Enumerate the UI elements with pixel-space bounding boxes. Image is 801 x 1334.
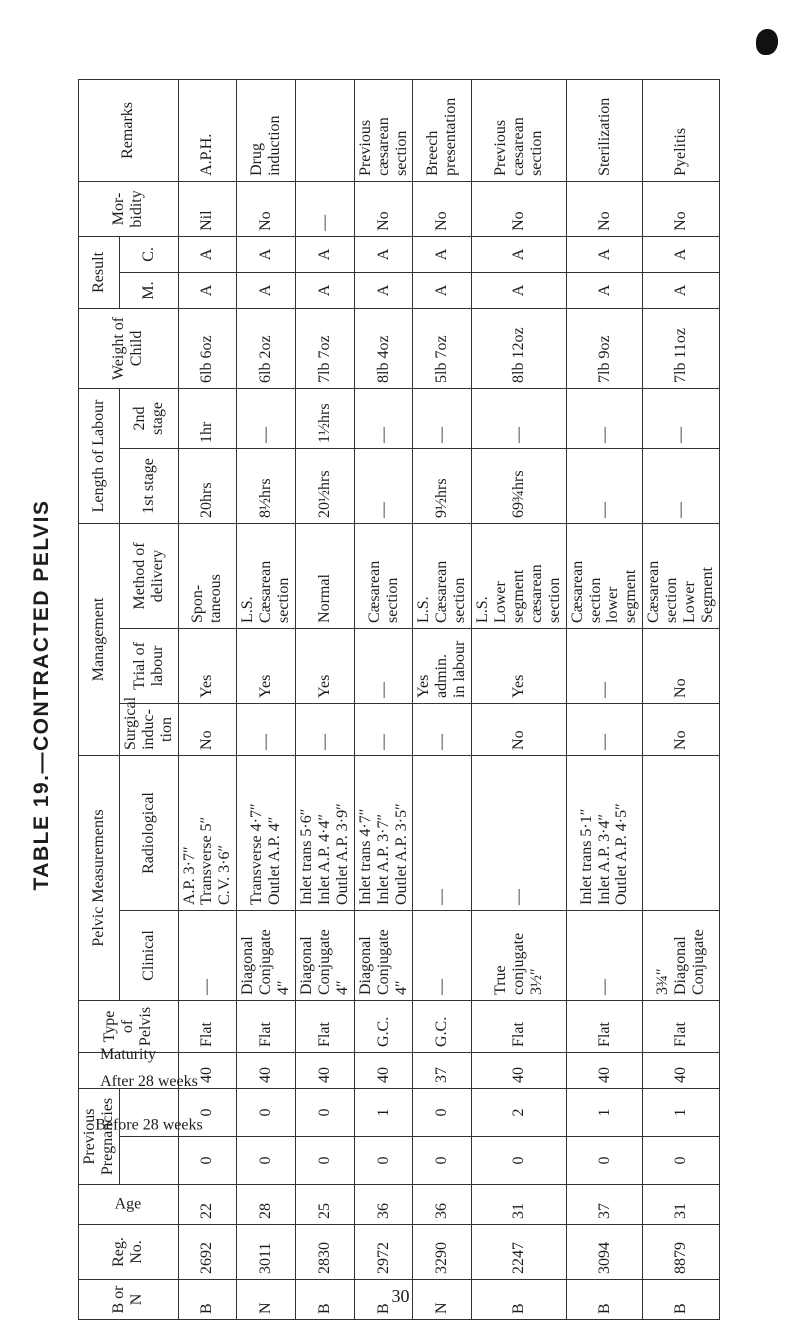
cell-maturity: 37 <box>413 1053 472 1089</box>
cell-after-28: 0 <box>295 1089 354 1137</box>
header-after-28-weeks: After 28 weeks <box>119 1089 178 1137</box>
header-surgical-induction: Surgical induc- tion <box>119 703 178 755</box>
table-header <box>79 79 203 1319</box>
cell-result-c: A <box>178 236 237 272</box>
cell-age: 31 <box>643 1185 720 1225</box>
cell-b-or-n: B <box>643 1280 720 1320</box>
cell-morbidity: No <box>413 181 472 236</box>
cell-second-stage: — <box>643 388 720 448</box>
cell-morbidity: No <box>472 181 567 236</box>
cell-result-c: A <box>472 236 567 272</box>
cell-b-or-n: N <box>237 1280 296 1320</box>
cell-first-stage: 8½hrs <box>237 448 296 523</box>
cell-method-of-delivery: Spon- taneous <box>178 523 237 628</box>
cell-surgical-induction: — <box>237 703 296 755</box>
cell-remarks: Breech presentation <box>413 79 472 181</box>
cell-maturity: 40 <box>566 1053 643 1089</box>
cell-morbidity: No <box>566 181 643 236</box>
cell-remarks: Sterilization <box>566 79 643 181</box>
header-pelvic-measurements: Pelvic Measurements <box>79 755 120 1000</box>
table-body <box>178 79 719 1319</box>
header-first-stage: 1st stage <box>119 448 178 523</box>
header-result-c: C. <box>119 236 178 272</box>
header-remarks: Remarks <box>79 79 179 181</box>
cell-maturity: 40 <box>178 1053 237 1089</box>
table-row <box>354 79 413 1319</box>
cell-second-stage: — <box>354 388 413 448</box>
cell-after-28: 1 <box>643 1089 720 1137</box>
cell-first-stage: 20½hrs <box>295 448 354 523</box>
cell-type: Flat <box>178 1001 237 1053</box>
cell-remarks: Previous cæsarean section <box>472 79 567 181</box>
header-trial-of-labour: Trial of labour <box>119 628 178 703</box>
cell-trial-of-labour: Yes <box>295 628 354 703</box>
cell-b-or-n: B <box>566 1280 643 1320</box>
cell-remarks <box>295 79 354 181</box>
cell-before-28: 0 <box>178 1137 237 1185</box>
header-morbidity: Mor- bidity <box>79 181 179 236</box>
header-management: Management <box>79 523 120 755</box>
cell-type: Flat <box>472 1001 567 1053</box>
cell-clinical: — <box>178 911 237 1001</box>
cell-reg-no: 3290 <box>413 1225 472 1280</box>
cell-weight: 7lb 11oz <box>643 308 720 388</box>
cell-surgical-induction: — <box>295 703 354 755</box>
ink-blot <box>756 29 778 55</box>
cell-radiological: — <box>413 755 472 910</box>
cell-maturity: 40 <box>295 1053 354 1089</box>
cell-after-28: 0 <box>237 1089 296 1137</box>
cell-result-m: A <box>472 272 567 308</box>
cell-result-c: A <box>295 236 354 272</box>
cell-second-stage: — <box>566 388 643 448</box>
cell-type: G.C. <box>354 1001 413 1053</box>
cell-reg-no: 8879 <box>643 1225 720 1280</box>
cell-second-stage: — <box>413 388 472 448</box>
cell-type: Flat <box>295 1001 354 1053</box>
cell-maturity: 40 <box>643 1053 720 1089</box>
cell-radiological: A.P. 3·7″ Transverse 5″ C.V. 3·6″ <box>178 755 237 910</box>
header-second-stage: 2nd stage <box>119 388 178 448</box>
table-row <box>413 79 472 1319</box>
header-reg-no: Reg. No. <box>79 1225 179 1280</box>
cell-age: 22 <box>178 1185 237 1225</box>
cell-method-of-delivery: Cæsarean section Lower Segment <box>643 523 720 628</box>
header-method-of-delivery: Method of delivery <box>119 523 178 628</box>
cell-clinical: 3¾″ Diagonal Conjugate <box>643 911 720 1001</box>
header-type-of-pelvis: Type of Pelvis <box>79 1001 179 1053</box>
cell-morbidity: No <box>237 181 296 236</box>
cell-method-of-delivery: Cæsarean section <box>354 523 413 628</box>
cell-first-stage: — <box>643 448 720 523</box>
cell-trial-of-labour: — <box>354 628 413 703</box>
cell-trial-of-labour: Yes admin. in labour <box>413 628 472 703</box>
cell-surgical-induction: — <box>354 703 413 755</box>
header-result: Result <box>79 236 120 308</box>
cell-result-c: A <box>566 236 643 272</box>
cell-reg-no: 2247 <box>472 1225 567 1280</box>
cell-method-of-delivery: Normal <box>295 523 354 628</box>
cell-result-m: A <box>295 272 354 308</box>
cell-clinical: Diagonal Conjugate 4″ <box>237 911 296 1001</box>
cell-maturity: 40 <box>354 1053 413 1089</box>
cell-after-28: 0 <box>413 1089 472 1137</box>
cell-b-or-n: B <box>295 1280 354 1320</box>
cell-morbidity: Nil <box>178 181 237 236</box>
header-result-m: M. <box>119 272 178 308</box>
cell-second-stage: — <box>237 388 296 448</box>
cell-weight: 8lb 4oz <box>354 308 413 388</box>
cell-remarks: Previous cæsarean section <box>354 79 413 181</box>
page-number: 30 <box>391 1286 410 1306</box>
table-title-text: TABLE 19.—CONTRACTED PELVIS <box>30 499 53 891</box>
table-row <box>295 79 354 1319</box>
cell-after-28: 1 <box>354 1089 413 1137</box>
cell-method-of-delivery: L.S. Cæsarean section <box>413 523 472 628</box>
cell-trial-of-labour: Yes <box>472 628 567 703</box>
cell-first-stage: — <box>566 448 643 523</box>
cell-clinical: — <box>566 911 643 1001</box>
cell-age: 31 <box>472 1185 567 1225</box>
cell-after-28: 2 <box>472 1089 567 1137</box>
cell-age: 36 <box>413 1185 472 1225</box>
table-title <box>22 95 62 1295</box>
cell-age: 36 <box>354 1185 413 1225</box>
cell-first-stage: 9½hrs <box>413 448 472 523</box>
header-before-28-weeks: Before 28 weeks <box>119 1137 178 1185</box>
cell-first-stage: — <box>354 448 413 523</box>
cell-b-or-n: B <box>472 1280 567 1320</box>
table-row <box>566 79 643 1319</box>
cell-remarks: Pyelitis <box>643 79 720 181</box>
cell-morbidity: No <box>643 181 720 236</box>
cell-remarks: A.P.H. <box>178 79 237 181</box>
cell-result-m: A <box>643 272 720 308</box>
cell-method-of-delivery: Cæsarean section lower segment <box>566 523 643 628</box>
cell-before-28: 0 <box>643 1137 720 1185</box>
cell-b-or-n: B <box>354 1280 413 1320</box>
cell-before-28: 0 <box>566 1137 643 1185</box>
cell-result-c: A <box>237 236 296 272</box>
cell-result-c: A <box>413 236 472 272</box>
cell-before-28: 0 <box>413 1137 472 1185</box>
header-age: Age <box>79 1185 179 1225</box>
cell-clinical: Diagonal Conjugate 4″ <box>354 911 413 1001</box>
cell-age: 28 <box>237 1185 296 1225</box>
cell-trial-of-labour: — <box>566 628 643 703</box>
cell-first-stage: 69¾hrs <box>472 448 567 523</box>
header-previous-pregnancies: Previous Pregnancies <box>79 1089 120 1185</box>
cell-reg-no: 2830 <box>295 1225 354 1280</box>
cell-radiological: Inlet trans 5·1″ Inlet A.P. 3·4″ Outlet A.P. 4·5″ <box>566 755 643 910</box>
contracted-pelvis-table <box>78 79 720 1320</box>
cell-result-m: A <box>566 272 643 308</box>
table-row <box>643 79 720 1319</box>
cell-before-28: 0 <box>472 1137 567 1185</box>
cell-radiological: — <box>472 755 567 910</box>
cell-result-m: A <box>354 272 413 308</box>
cell-surgical-induction: No <box>472 703 567 755</box>
cell-type: G.C. <box>413 1001 472 1053</box>
rotated-table-container <box>78 80 716 1320</box>
cell-clinical: True conjugate 3½″ <box>472 911 567 1001</box>
cell-weight: 7lb 9oz <box>566 308 643 388</box>
cell-before-28: 0 <box>237 1137 296 1185</box>
cell-result-c: A <box>354 236 413 272</box>
cell-weight: 6lb 2oz <box>237 308 296 388</box>
cell-weight: 8lb 12oz <box>472 308 567 388</box>
cell-second-stage: 1½hrs <box>295 388 354 448</box>
cell-clinical: Diagonal Conjugate 4″ <box>295 911 354 1001</box>
header-length-of-labour: Length of Labour <box>79 388 120 523</box>
cell-radiological: Inlet trans 5·6″ Inlet A.P. 4·4″ Outlet A.P. 3·9″ <box>295 755 354 910</box>
cell-morbidity: No <box>354 181 413 236</box>
cell-surgical-induction: — <box>566 703 643 755</box>
cell-result-m: A <box>178 272 237 308</box>
cell-radiological: Transverse 4·7″ Outlet A.P. 4″ <box>237 755 296 910</box>
cell-age: 25 <box>295 1185 354 1225</box>
cell-surgical-induction: No <box>643 703 720 755</box>
cell-age: 37 <box>566 1185 643 1225</box>
cell-result-m: A <box>237 272 296 308</box>
cell-method-of-delivery: L.S. Cæsarean section <box>237 523 296 628</box>
cell-reg-no: 3011 <box>237 1225 296 1280</box>
cell-type: Flat <box>237 1001 296 1053</box>
cell-type: Flat <box>643 1001 720 1053</box>
cell-morbidity: — <box>295 181 354 236</box>
cell-b-or-n: B <box>178 1280 237 1320</box>
table-row <box>237 79 296 1319</box>
cell-after-28: 0 <box>178 1089 237 1137</box>
cell-weight: 5lb 7oz <box>413 308 472 388</box>
cell-maturity: 40 <box>237 1053 296 1089</box>
cell-b-or-n: N <box>413 1280 472 1320</box>
cell-radiological: Inlet trans 4·7″ Inlet A.P. 3·7″ Outlet A.P. 3·5″ <box>354 755 413 910</box>
header-maturity: Maturity <box>79 1053 179 1089</box>
table-row <box>472 79 567 1319</box>
cell-type: Flat <box>566 1001 643 1053</box>
cell-reg-no: 3094 <box>566 1225 643 1280</box>
cell-surgical-induction: No <box>178 703 237 755</box>
cell-after-28: 1 <box>566 1089 643 1137</box>
cell-result-c: A <box>643 236 720 272</box>
cell-method-of-delivery: L.S. Lower segment cæsarean section <box>472 523 567 628</box>
cell-radiological <box>643 755 720 910</box>
cell-first-stage: 20hrs <box>178 448 237 523</box>
cell-trial-of-labour: Yes <box>178 628 237 703</box>
header-weight-of-child: Weight of Child <box>79 308 179 388</box>
cell-trial-of-labour: No <box>643 628 720 703</box>
cell-surgical-induction: — <box>413 703 472 755</box>
cell-trial-of-labour: Yes <box>237 628 296 703</box>
cell-reg-no: 2692 <box>178 1225 237 1280</box>
cell-second-stage: 1hr <box>178 388 237 448</box>
cell-result-m: A <box>413 272 472 308</box>
cell-weight: 7lb 7oz <box>295 308 354 388</box>
cell-before-28: 0 <box>354 1137 413 1185</box>
cell-maturity: 40 <box>472 1053 567 1089</box>
cell-second-stage: — <box>472 388 567 448</box>
header-radiological: Radiological <box>119 755 178 910</box>
cell-remarks: Drug induction <box>237 79 296 181</box>
cell-weight: 6lb 6oz <box>178 308 237 388</box>
cell-clinical: — <box>413 911 472 1001</box>
cell-reg-no: 2972 <box>354 1225 413 1280</box>
header-b-or-n: B or N <box>79 1280 179 1320</box>
header-clinical: Clinical <box>119 911 178 1001</box>
cell-before-28: 0 <box>295 1137 354 1185</box>
